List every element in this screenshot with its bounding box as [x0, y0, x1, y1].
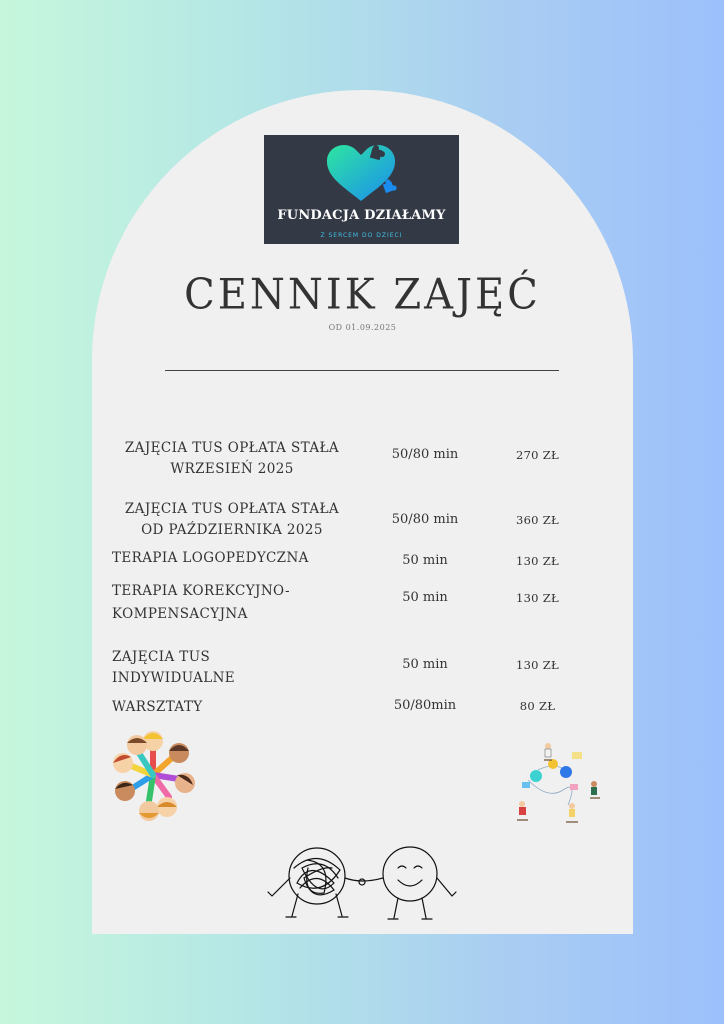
service-price: 270 ZŁ: [515, 448, 560, 462]
service-duration: 50 min: [402, 590, 448, 605]
service-duration: 50/80 min: [391, 447, 459, 462]
page-title: CENNIK ZAJĘĆ: [184, 270, 541, 320]
scribble-ball: [268, 848, 348, 917]
service-name: TERAPIA LOGOPEDYCZNA: [112, 550, 309, 566]
title-divider: [165, 370, 559, 371]
service-name: ZAJĘCIA TUS INDYWIDUALNE: [112, 649, 236, 686]
smiling-ball: [383, 847, 456, 919]
foundation-logo: [264, 135, 459, 244]
service-price: 130 ZŁ: [515, 591, 560, 605]
service-price: 130 ZŁ: [515, 554, 560, 568]
service-price: 360 ZŁ: [515, 513, 560, 527]
service-duration: 50/80 min: [391, 512, 459, 527]
group-activity-illustration: [508, 740, 608, 830]
service-duration: 50 min: [402, 553, 448, 568]
service-name: WARSZTATY: [112, 699, 203, 715]
service-name: ZAJĘCIA TUS OPŁATA STAŁA WRZESIEŃ 2025: [124, 440, 340, 477]
service-name: TERAPIA KOREKCYJNO- KOMPENSACYJNA: [112, 583, 290, 622]
service-duration: 50 min: [402, 657, 448, 672]
page-subtitle: OD 01.09.2025: [328, 323, 397, 332]
children-circle-illustration: [109, 729, 197, 821]
foundation-name: FUNDACJA DZIAŁAMY: [277, 208, 446, 223]
scribble-ball-friends-illustration: [262, 838, 462, 928]
service-name: ZAJĘCIA TUS OPŁATA STAŁA OD PAŹDZIERNIKA 2025: [124, 501, 340, 538]
heart-puzzle-icon: [264, 135, 459, 244]
foundation-tagline: Z SERCEM DO DZIECI: [320, 232, 403, 239]
service-duration: 50/80min: [393, 698, 457, 713]
service-price: 130 ZŁ: [515, 658, 560, 672]
service-price: 80 ZŁ: [519, 699, 556, 713]
